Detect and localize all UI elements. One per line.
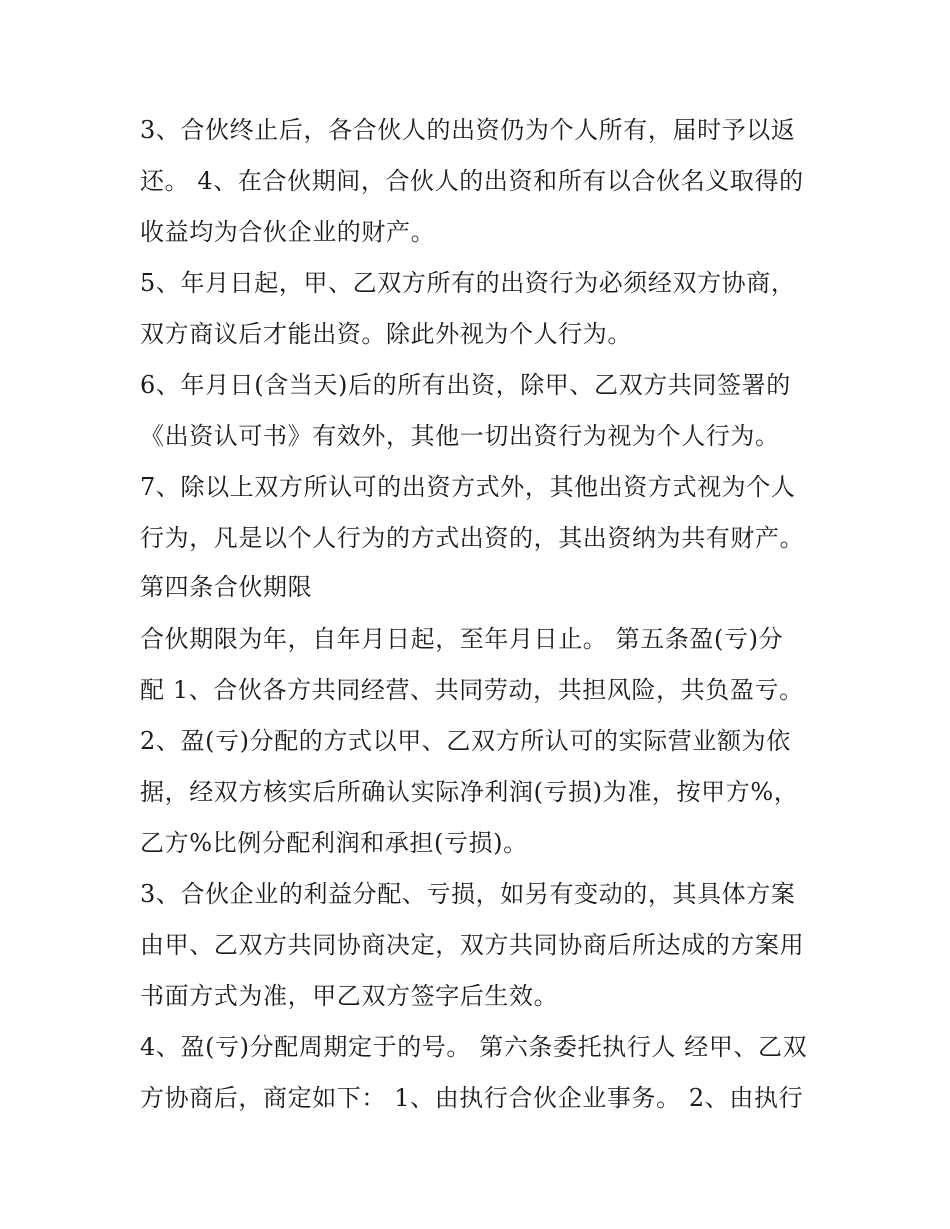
text-line: 行为，凡是以个人行为的方式出资的，其出资纳为共有财产。 [140,524,805,552]
text-line: 合伙期限为年，自年月日起，至年月日止。 第五条盈(亏)分 [140,625,784,653]
text-line: 还。 4、在合伙期间，合伙人的出资和所有以合伙名义取得的 [140,167,804,195]
text-line: 乙方%比例分配利润和承担(亏损)。 [140,829,528,857]
text-line: 方协商后，商定如下： 1、由执行合伙企业事务。 2、由执行 [140,1084,804,1112]
text-line: 据，经双方核实后所确认实际净利润(亏损)为准，按甲方%， [140,778,799,806]
text-line: 6、年月日(含当天)后的所有出资，除甲、乙双方共同签署的 [140,371,791,399]
text-line: 3、合伙企业的利益分配、亏损，如另有变动的，其具体方案 [140,880,796,908]
text-line: 《出资认可书》有效外，其他一切出资行为视为个人行为。 [140,422,780,450]
text-line: 配 1、合伙各方共同经营、共同劳动，共担风险，共负盈亏。 [140,676,804,704]
text-line: 收益均为合伙企业的财产。 [140,218,436,246]
text-line: 3、合伙终止后，各合伙人的出资仍为个人所有，届时予以返 [140,116,796,144]
text-line: 5、年月日起，甲、乙双方所有的出资行为必须经双方协商， [140,269,796,297]
text-line: 由甲、乙双方共同协商决定，双方共同协商后所达成的方案用 [140,931,805,959]
text-line: 7、除以上双方所认可的出资方式外，其他出资方式视为个人 [140,473,796,501]
section-heading: 第四条合伙期限 [140,573,313,601]
text-line: 4、盈(亏)分配周期定于的号。 第六条委托执行人 经甲、乙双 [140,1033,808,1061]
text-line: 书面方式为准，甲乙双方签字后生效。 [140,982,559,1010]
text-line: 双方商议后才能出资。除此外视为个人行为。 [140,320,632,348]
text-line: 2、盈(亏)分配的方式以甲、乙双方所认可的实际营业额为依 [140,727,791,755]
